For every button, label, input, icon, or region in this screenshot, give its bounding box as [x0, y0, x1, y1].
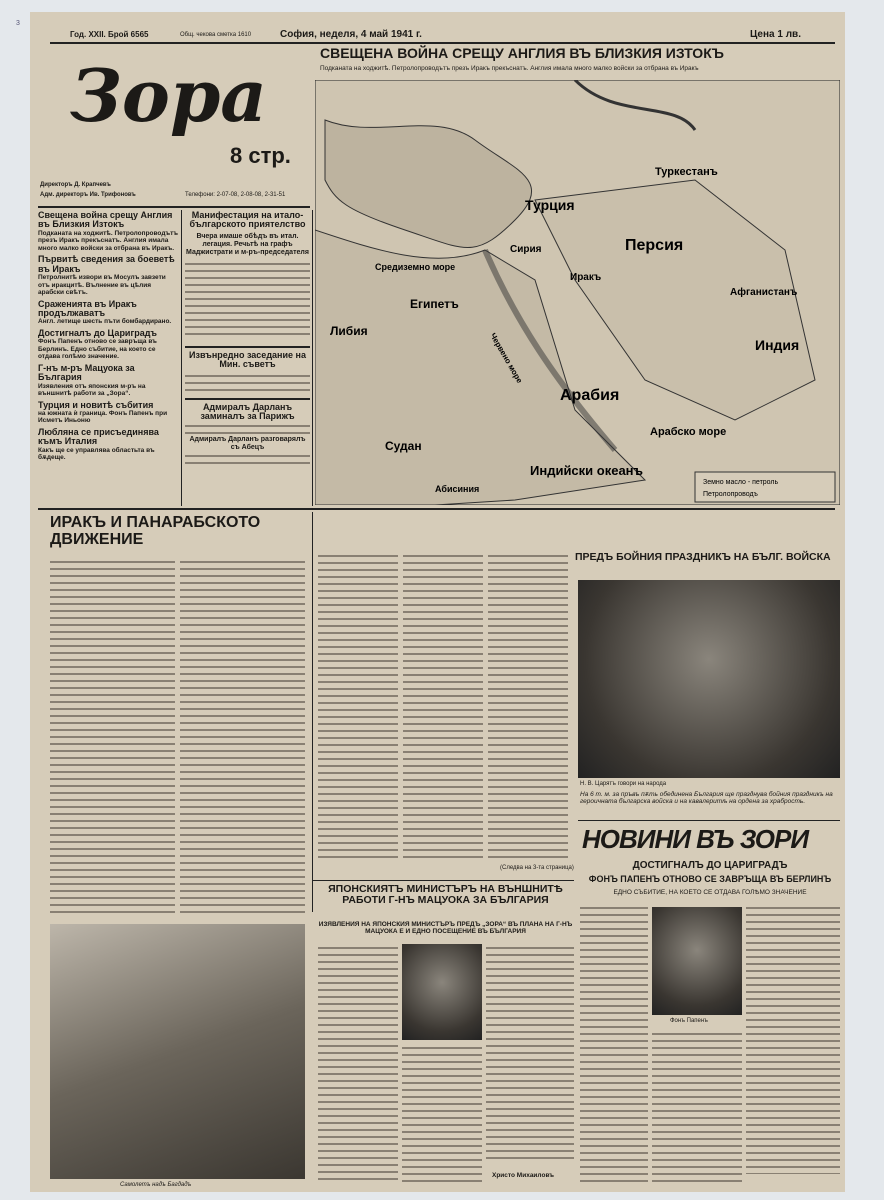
left-news-item — [38, 255, 178, 296]
map-label: Турция — [525, 197, 575, 213]
headline: Сраженията въ Иракъ продължаватъ — [38, 298, 137, 318]
summary: Какъ ще се управлява областьта въ бѫдеще. — [38, 446, 155, 462]
left-news-item — [38, 428, 178, 462]
summary: Петролнитѣ извори въ Мосулъ завзети отъ иракцитѣ. Вълнение въ цѣлия арабски свѣтъ. — [38, 274, 166, 297]
map-label: Абисиния — [435, 484, 480, 494]
middle-east-map — [315, 80, 840, 505]
summary: на южната ѝ граница. Фонъ Папенъ при Исметъ Иньоню — [38, 410, 168, 425]
summary: Подканата на ходжитѣ. Петролопроводътъ презъ Иракъ прекъснатъ. Англия имала много малко войски за отбрана въ Иракъ. — [38, 229, 179, 252]
logo: Зора — [70, 53, 267, 138]
map-legend-item: Петролопроводъ — [703, 491, 758, 498]
subhead: Адмиралъ Дарланъ разговарялъ съ Абецъ — [189, 435, 306, 451]
photo-caption: Н. В. Царятъ говори на народа — [580, 781, 667, 787]
left-news-item — [38, 211, 178, 252]
headline: Г-нъ м-ръ Мацуока за България — [38, 362, 135, 383]
subhead: ФОНЪ ПАПЕНЪ ОТНОВО СЕ ЗАВРЪЩА ВЪ БЕРЛИНЪ — [588, 874, 832, 884]
left-news-item — [38, 364, 178, 398]
baghdad-photo — [50, 924, 305, 1179]
account-number: Общ. чекова сметка 1610 — [180, 32, 252, 38]
author: Христо Михаиловъ — [492, 1172, 555, 1179]
headline: Манифестация на итало-българското приятелство — [189, 210, 306, 230]
left-news-column — [38, 211, 178, 465]
newspaper-page — [16, 12, 845, 1192]
map-subtitle: Подканата на ходжитѣ. Петролопроводътъ презъ Иракъ прекъснатъ. Англия имала много малко войски за отбрана въ Иракъ — [320, 65, 699, 72]
army-headline: ПРЕДЪ БОЙНИЯ ПРАЗДНИКЪ НА БЪЛГ. ВОЙСКА — [575, 551, 831, 563]
map-label: Иракъ — [570, 272, 602, 283]
map-label: Персия — [625, 237, 684, 254]
army-note: На 6 т. м. за пръвъ пѫть обединена България ще празднува бойния праздникъ на героичната българска войска и на кавалеритѣ на ордена за храбрость. — [580, 791, 833, 806]
map-label: Афганистанъ — [730, 287, 798, 298]
japan-headline: ЯПОНСКИЯТЪ МИНИСТЪРЪ НА ВЪНШНИТѢ РАБОТИ Г-НЪ МАЦУОКА ЗА БЪЛГАРИЯ — [328, 883, 563, 907]
price: Цена 1 лв. — [750, 29, 801, 40]
left-news-item — [38, 300, 178, 326]
summary: Изявления отъ японския м-ръ на външнитѣ работи за „Зора“. — [38, 382, 146, 398]
subhead: Вчера имаше обѣдъ въ итал. легация. Речьтѣ на графъ Маджистрати и м-ръ-председателя — [186, 232, 309, 256]
headline: Любляна се присъединява къмъ Италия — [38, 426, 159, 447]
issue-number: Год. XXII. Брой 6565 — [70, 30, 149, 39]
summary: Англ. летище шесть пъти бомбардирано. — [38, 318, 172, 326]
map-title: СВЕЩЕНА ВОЙНА СРЕЩУ АНГЛИЯ ВЪ БЛИЗКИЯ ИЗТОКЪ — [320, 45, 724, 61]
page-count: 8 стр. — [230, 143, 291, 168]
map-legend-item: Земно масло - петроль — [703, 479, 779, 486]
matsuoka-photo — [402, 944, 482, 1040]
headline: Достигналъ до Цариградъ — [38, 327, 157, 338]
stamp-number: 3 — [16, 20, 20, 27]
map-label: Египетъ — [410, 297, 459, 311]
photo-caption: Фонъ Папенъ — [670, 1018, 708, 1024]
phones: Телефони: 2-07-08, 2-08-08, 2-31-51 — [185, 192, 286, 198]
map-label: Туркестанъ — [655, 166, 718, 178]
adm-director: Адм. директоръ Ив. Трифоновъ — [40, 192, 136, 198]
continued-note: (Следва на 3-та страница) — [500, 865, 574, 871]
left-news-item — [38, 401, 178, 425]
map-label: Арабско море — [650, 426, 727, 438]
subhead: ЕДНО СЪБИТИЕ, НА КОЕТО СЕ ОТДАВА ГОЛѢМО ЗНАЧЕНИЕ — [613, 889, 807, 896]
headline: Адмиралъ Дарланъ заминалъ за Парижъ — [185, 398, 310, 422]
headline: Първитѣ сведения за боеветѣ въ Иракъ — [38, 254, 175, 274]
king-photo — [578, 580, 840, 778]
date-line: София, неделя, 4 май 1941 г. — [280, 29, 422, 40]
map-label: Судан — [385, 439, 422, 453]
news-headline: НОВИНИ ВЪ ЗОРИ — [582, 824, 809, 854]
headline: Извънредно заседание на Мин. съветъ — [185, 346, 310, 370]
map-label: Червено море — [488, 331, 525, 385]
photo-caption: Самолетъ надъ Багдадъ — [120, 1182, 192, 1188]
subhead: ДОСТИГНАЛЪ ДО ЦАРИГРАДЪ — [632, 860, 788, 871]
map-label: Средиземно море — [375, 262, 456, 272]
mid-news-column — [185, 211, 310, 466]
subhead: ИЗЯВЛЕНИЯ НА ЯПОНСКИЯ МИНИСТЪРЪ ПРЕДЪ „ЗОРА“ ВЪ ПЛАНА НА Г-НЪ МАЦУОКА Е И ЕДНО ПОСЕЩЕНИЕ ВЪ БЪЛГАРИЯ — [318, 921, 573, 936]
map-label: Индия — [755, 337, 800, 353]
papen-photo — [652, 907, 742, 1015]
map-label: Сирия — [510, 244, 542, 255]
headline: Турция и новитѣ събития — [38, 399, 154, 410]
map-label: Арабия — [560, 387, 620, 404]
summary: Фонъ Папенъ отново се завръща въ Берлинъ. Едно събитие, на което се отдава голѣмо значение. — [38, 338, 157, 361]
map-label: Индийски океанъ — [530, 463, 644, 478]
headline: Свещена война срещу Англия въ Близкия Изтокъ — [38, 210, 173, 230]
left-news-item — [38, 329, 178, 361]
director: Директоръ Д. Крапчевъ — [40, 182, 111, 188]
map-label: Либия — [330, 324, 368, 338]
iraq-headline: ИРАКЪ И ПАНАРАБСКОТО ДВИЖЕНИЕ — [50, 514, 261, 548]
